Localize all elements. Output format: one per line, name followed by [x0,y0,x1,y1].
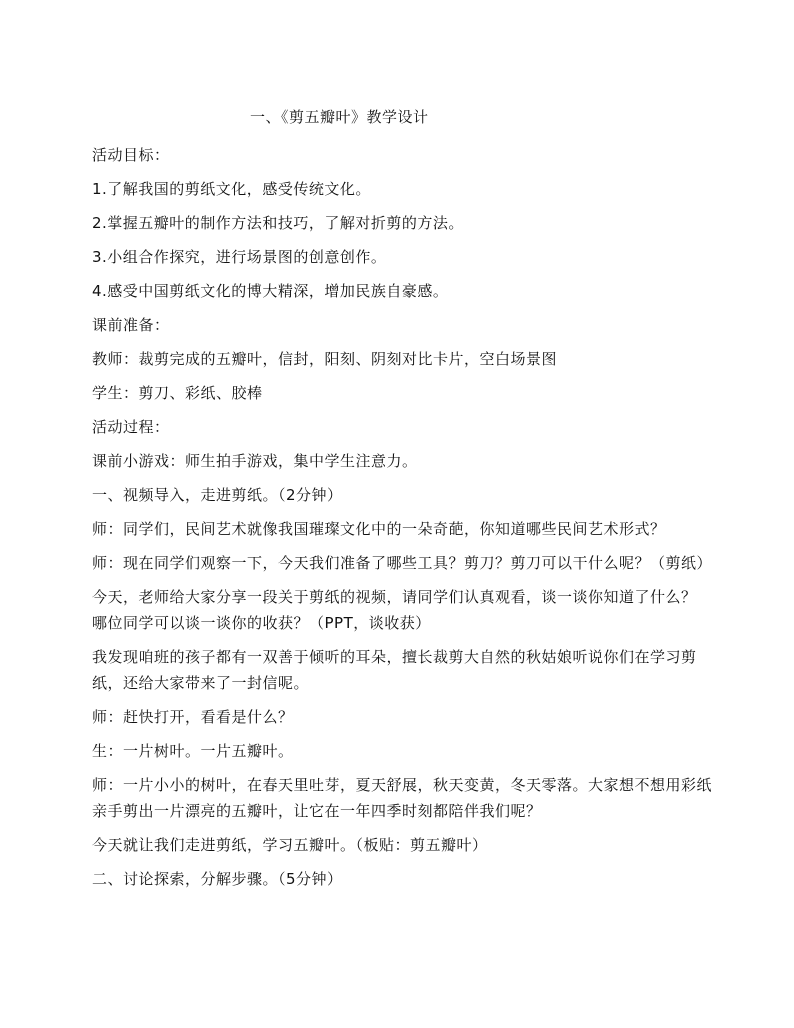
paragraph-student-materials: 学生：剪刀、彩纸、胶棒 [92,384,263,402]
paragraph-leaf-seasons: 师：一片小小的树叶，在春天里吐芽，夏天舒展，秋天变黄，冬天零落。大家想不想用彩纸亲手剪出一片漂亮的五瓣叶，让它在一年四季时刻都陪伴我们呢？ [92,776,713,820]
paragraph-lesson-topic: 今天就让我们走进剪纸，学习五瓣叶。（板贴：剪五瓣叶） [92,836,488,854]
paragraph-teacher-materials: 教师：裁剪完成的五瓣叶，信封，阳刻、阴刻对比卡片，空白场景图 [92,350,558,368]
paragraph-section-1-heading: 一、视频导入，走进剪纸。（2分钟） [92,486,343,504]
paragraph-share-gains: 哪位同学可以谈一谈你的收获？（PPT，谈收获） [92,614,431,632]
paragraph-section-2-heading: 二、讨论探索，分解步骤。（5分钟） [92,870,343,888]
paragraph-teacher-question-1: 师：同学们，民间艺术就像我国璀璨文化中的一朵奇葩，你知道哪些民间艺术形式？ [92,520,666,538]
document-title: 一、《剪五瓣叶》教学设计 [250,108,429,126]
paragraph-process-heading: 活动过程： [92,418,170,436]
paragraph-objectives-heading: 活动目标： [92,146,170,164]
paragraph-open-letter: 师：赶快打开，看看是什么？ [92,708,294,726]
paragraph-objective-2: 2.掌握五瓣叶的制作方法和技巧，了解对折剪的方法。 [92,214,464,232]
paragraph-warmup-game: 课前小游戏：师生拍手游戏，集中学生注意力。 [92,452,418,470]
paragraph-preparation-heading: 课前准备： [92,316,170,334]
paragraph-objective-1: 1.了解我国的剪纸文化，感受传统文化。 [92,180,371,198]
paragraph-letter-story: 我发现咱班的孩子都有一双善于倾听的耳朵，擅长裁剪大自然的秋姑娘听说你们在学习剪纸，还给大家带来了一封信呢。 [92,648,697,692]
paragraph-teacher-question-2: 师：现在同学们观察一下，今天我们准备了哪些工具？剪刀？剪刀可以干什么呢？（剪纸） [92,554,713,572]
paragraph-objective-3: 3.小组合作探究，进行场景图的创意创作。 [92,248,387,266]
paragraph-video-intro: 今天，老师给大家分享一段关于剪纸的视频，请同学们认真观看，谈一谈你知道了什么？ [92,588,697,606]
paragraph-student-answer: 生：一片树叶。一片五瓣叶。 [92,742,294,760]
paragraph-objective-4: 4.感受中国剪纸文化的博大精深，增加民族自豪感。 [92,282,449,300]
document-body [92,142,712,900]
